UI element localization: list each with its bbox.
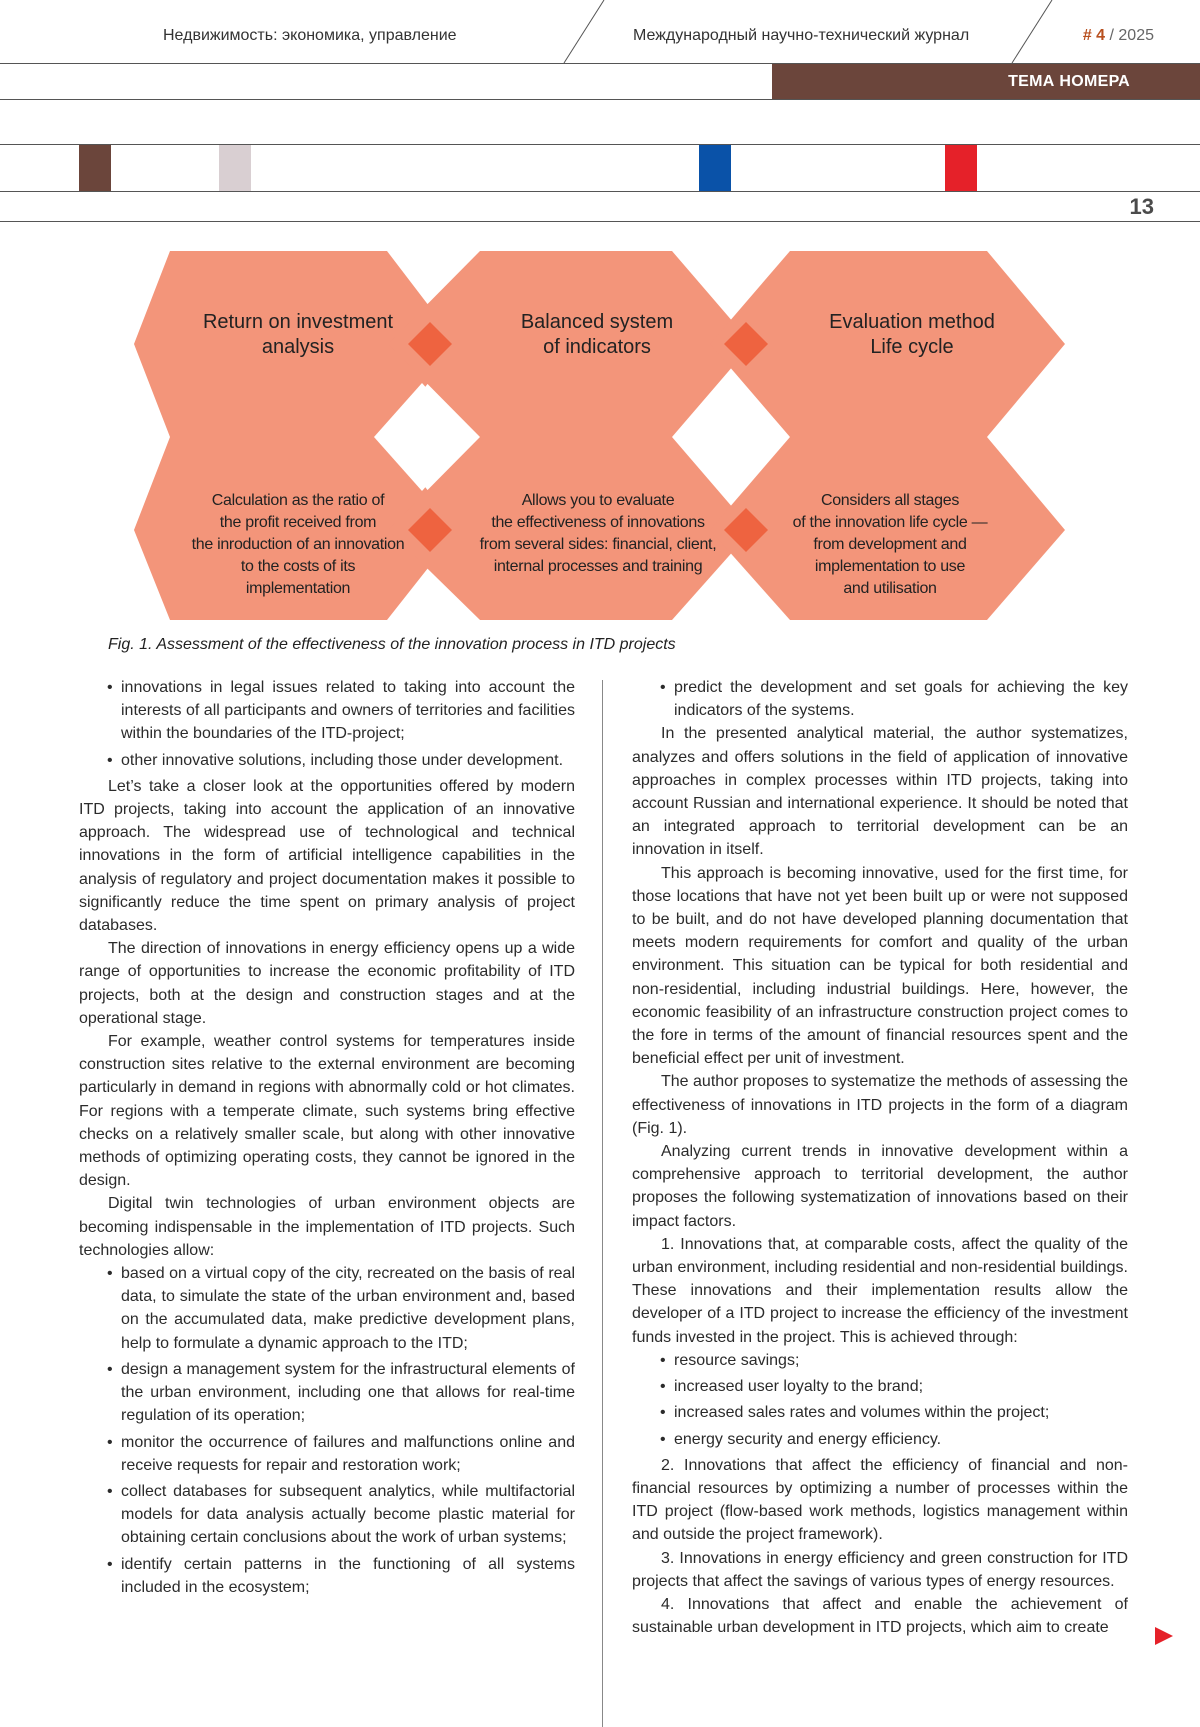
paragraph: The author proposes to systematize the methods of assessing the effectiveness of innovations in ITD projects in the form of a diagram (Fig. 1).: [632, 1073, 1128, 1137]
journal-name-left: Недвижимость: экономика, управление: [163, 27, 457, 44]
paragraph: 2. Innovations that affect the efficiency of financial and non-financial resources by optimizing a number of processes within the ITD project (flow-based work methods, logistics management within and outside the project framework).: [632, 1456, 1128, 1544]
right-column: [632, 676, 1128, 1639]
figure-caption: Fig. 1. Assessment of the effectiveness of the innovation process in ITD projects: [108, 636, 676, 653]
hexagon-6-description: Considers all stages of the innovation life cycle — from development and implementation to use and utilisation: [792, 492, 988, 597]
bullet-list-a: [79, 676, 575, 772]
list-item: • energy security and energy efficiency.: [632, 1428, 1128, 1451]
hexagon-2-title: Balanced system of indicators: [520, 311, 674, 358]
hexagon-1-title: Return on investment analysis: [202, 311, 394, 358]
list-item: • design a management system for the infrastructural elements of the urban environment, including one that allows for real-time regulation of its operation;: [79, 1358, 575, 1428]
page-number: 13: [1129, 194, 1154, 219]
paragraph: The direction of innovations in energy efficiency opens up a wide range of opportunities to increase the economic profitability of ITD projects, both at the design and construction stages and at the operational stage.: [79, 940, 575, 1027]
next-page-arrow-icon: [1155, 1627, 1173, 1645]
hexagon-3-title: Evaluation method Life cycle: [829, 311, 995, 358]
paragraph: Let’s take a closer look at the opportunities offered by modern ITD projects, taking into account the application of an innovative approach. The widespread use of technological and technical innovations in the form of artificial intelligence capabilities in the analysis of regulatory and project documentation makes it possible to significantly reduce the time spent on primary analysis of project databases.: [79, 777, 575, 935]
list-item: • resource savings;: [632, 1349, 1128, 1372]
paragraph: In the presented analytical material, the author systematizes, analyzes and offers solutions in the field of application of innovative approaches in complex processes within ITD projects, taking into account Russian and international experience. It should be noted that an integrated approach to territorial development can be an innovation in itself.: [632, 725, 1128, 859]
list-item: • increased user loyalty to the brand;: [632, 1375, 1128, 1398]
list-item: • predict the development and set goals for achieving the key indicators of the systems.: [632, 676, 1128, 722]
issue-year: / 2025: [1109, 27, 1154, 44]
bullet-list-effects: [632, 1349, 1128, 1451]
section-theme-band: ТЕМА НОМЕРА: [772, 64, 1200, 100]
paragraph: This approach is becoming innovative, used for the first time, for those locations that have not yet been built up or were not supposed to be built, and do not have developed planning documentation that meets modern requirements for comfort and quality of the urban environment. This situation can be typical for both residential and non-residential, including industrial buildings. Here, however, the economic feasibility of an infrastructure construction project comes to the fore in terms of the amount of financial resources spent and the beneficial effect per unit of investment.: [632, 864, 1128, 1068]
issue-num: # 4: [1082, 27, 1106, 44]
paragraph: Analyzing current trends in innovative development within a comprehensive approach to territorial development, the author proposes the following systematization of innovations based on their impact factors.: [632, 1143, 1128, 1230]
column-divider: [602, 680, 603, 1727]
paragraph: 4. Innovations that affect and enable the achievement of sustainable urban development in ITD projects, which aim to create: [632, 1595, 1128, 1637]
paragraph: Digital twin technologies of urban environment objects are becoming indispensable in the implementation of ITD projects. Such technologies allow:: [79, 1195, 575, 1259]
bullet-list-top: [632, 676, 1128, 722]
journal-name-right: Международный научно-технический журнал: [633, 27, 970, 44]
list-item: • based on a virtual copy of the city, recreated on the basis of real data, to simulate the state of the urban environment and, based on the accumulated data, make predictive development plans, help to formulate a dynamic approach to the ITD;: [79, 1262, 575, 1355]
list-item: • increased sales rates and volumes within the project;: [632, 1401, 1128, 1424]
list-item: • other innovative solutions, including those under development.: [79, 749, 575, 772]
left-column: [79, 676, 575, 1602]
paragraph: 3. Innovations in energy efficiency and green construction for ITD projects that affect the savings of various types of energy resources.: [632, 1549, 1128, 1590]
list-item: • identify certain patterns in the functioning of all systems included in the ecosystem;: [79, 1553, 575, 1599]
list-item: • innovations in legal issues related to taking into account the interests of all participants and owners of territories and facilities within the boundaries of the ITD-project;: [79, 676, 575, 746]
paragraph: For example, weather control systems for temperatures inside construction sites relative to the external environment are becoming particularly in demand in regions with abnormally cold or hot climates. For regions with a temperate climate, such systems bring effective checks on a relatively smaller scale, but along with other innovative methods of optimizing operating costs, they cannot be ignored in the design.: [79, 1033, 575, 1190]
list-item: • collect databases for subsequent analytics, while multifactorial models for data analysis actually become plastic material for obtaining certain conclusions about the work of urban systems;: [79, 1480, 575, 1550]
bullet-list-b: [79, 1262, 575, 1599]
paragraph: 1. Innovations that, at comparable costs, affect the quality of the urban environment, including residential and non-residential buildings. These innovations and their implementation results allow the developer of a ITD project to increase the efficiency of the investment funds invested in the project. This is achieved through:: [632, 1235, 1128, 1346]
hexagon-5-description: Allows you to evaluate the effectiveness of innovations from several sides: financial, client, internal processes and training: [479, 492, 717, 575]
list-item: • monitor the occurrence of failures and malfunctions online and receive requests for repair and restoration work;: [79, 1431, 575, 1477]
hexagon-4-description: Calculation as the ratio of the profit received from the inroduction of an innovation to the costs of its implementation: [191, 492, 405, 597]
